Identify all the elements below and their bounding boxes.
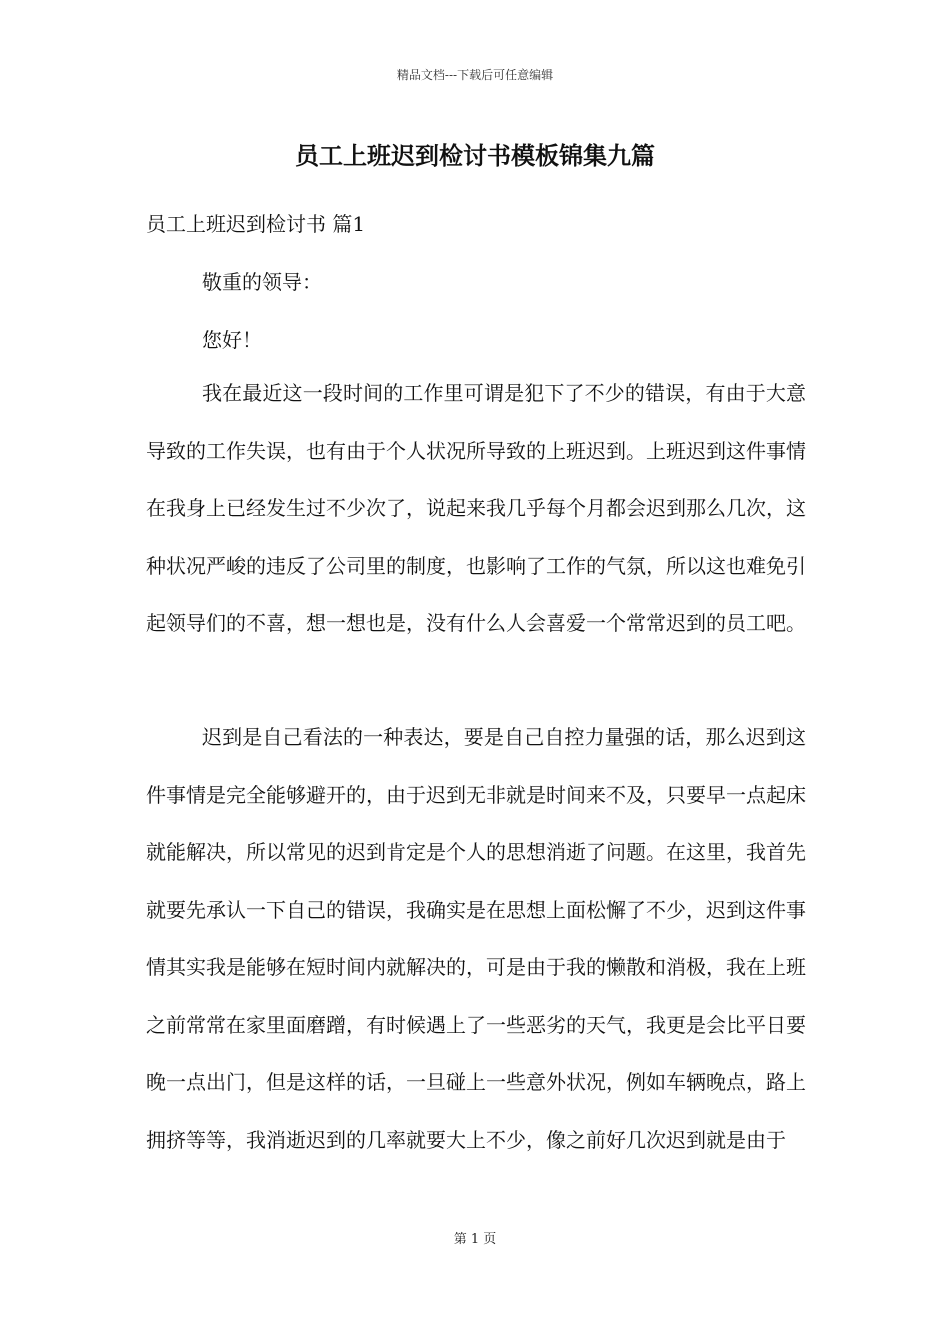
- document-title: 员工上班迟到检讨书模板锦集九篇: [295, 141, 655, 170]
- body-paragraph-1: 我在最近这一段时间的工作里可谓是犯下了不少的错误，有由于大意导致的工作失误，也有由于个人状况所导致的上班迟到。上班迟到这件事情在我身上已经发生过不少次了，说起来我几乎每个月都会迟到那么几次，这种状况严峻的违反了公司里的制度，也影响了工作的气氛，所以这也难免引起领导们的不喜，想一想也是，没有什么人会喜爱一个常常迟到的员工吧。: [146, 381, 806, 635]
- greeting: 您好！: [202, 328, 262, 352]
- header-note: 精品文档---下载后可任意编辑: [396, 68, 554, 82]
- section-heading: 员工上班迟到检讨书 篇1: [146, 212, 366, 236]
- page-number: 第 1 页: [453, 1232, 497, 1247]
- body-paragraph-2: 迟到是自己看法的一种表达，要是自己自控力量强的话，那么迟到这件事情是完全能够避开的，由于迟到无非就是时间来不及，只要早一点起床就能解决，所以常见的迟到肯定是个人的思想消逝了问题。在这里，我首先就要先承认一下自己的错误，我确实是在思想上面松懈了不少，迟到这件事情其实我是能够在短时间内就解决的，可是由于我的懒散和消极，我在上班之前常常在家里面磨蹭，有时候遇上了一些恶劣的天气，我更是会比平日要晚一点出门，但是这样的话，一旦碰上一些意外状况，例如车辆晚点，路上拥挤等等，我消逝迟到的几率就要大上不少，像之前好几次迟到就是由于: [146, 725, 806, 1152]
- salutation: 敬重的领导：: [202, 270, 322, 294]
